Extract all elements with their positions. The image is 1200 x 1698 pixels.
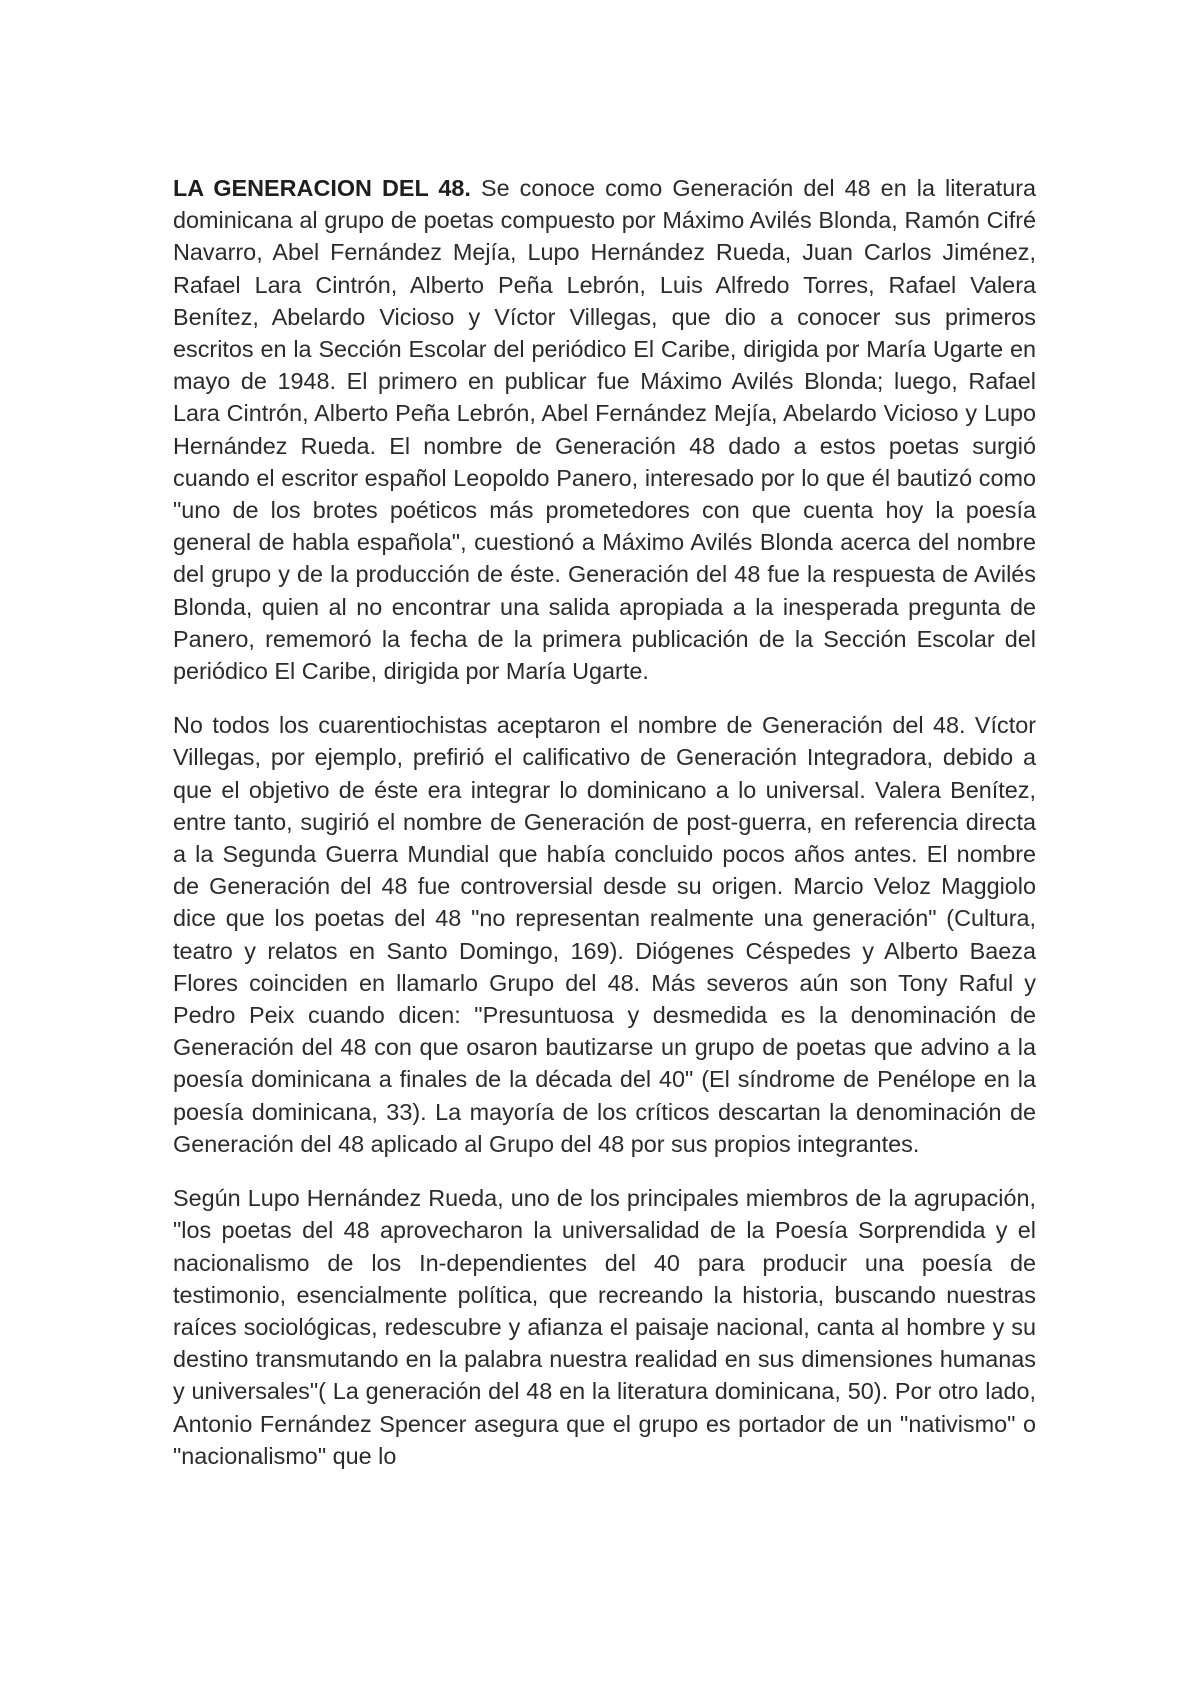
paragraph-2: No todos los cuarentiochistas aceptaron el nombre de Generación del 48. Víctor Villegas, por ejemplo, prefirió el calificativo de Generación Integradora, debido a que el objetivo de éste era integrar lo dominicano a lo universal. Valera Benítez, entre tanto, sugirió el nombre de Generación de post-guerra, en referencia directa a la Segunda Guerra Mundial que había concluido pocos años antes. El nombre de Generación del 48 fue controversial desde su origen. Marcio Veloz Maggiolo dice que los poetas del 48 "no representan realmente una generación" (Cultura, teatro y relatos en Santo Domingo, 169). Diógenes Céspedes y Alberto Baeza Flores coinciden en llamarlo Grupo del 48. Más severos aún son Tony Raful y Pedro Peix cuando dicen: "Presuntuosa y desmedida es la denominación de Generación del 48 con que osaron bautizarse un grupo de poetas que advino a la poesía dominicana a finales de la década del 40" (El síndrome de Penélope en la poesía dominicana, 33). La mayoría de los críticos descartan la denominación de Generación del 48 aplicado al Grupo del 48 por sus propios integrantes. <box>173 712 1036 1157</box>
paragraph-3: Según Lupo Hernández Rueda, uno de los principales miembros de la agrupación, "los poetas del 48 aprovecharon la universalidad de la Poesía Sorprendida y el nacionalismo de los In-dependientes del 40 para producir una poesía de testimonio, esencialmente política, que recreando la historia, buscando nuestras raíces sociológicas, redescubre y afianza el paisaje nacional, canta al hombre y su destino transmutando en la palabra nuestra realidad en sus dimensiones humanas y universales"( La generación del 48 en la literatura dominicana, 50). Por otro lado, Antonio Fernández Spencer asegura que el grupo es portador de un "nativismo" o "nacionalismo" que lo <box>173 1185 1036 1469</box>
section-heading: LA GENERACION DEL 48. <box>173 175 471 201</box>
document-body <box>173 172 1036 1494</box>
paragraph-1 <box>173 172 1036 687</box>
paragraph-1-text: Se conoce como Generación del 48 en la literatura dominicana al grupo de poetas compuesto por Máximo Avilés Blonda, Ramón Cifré Navarro, Abel Fernández Mejía, Lupo Hernández Rueda, Juan Carlos Jiménez, Rafael Lara Cintrón, Alberto Peña Lebrón, Luis Alfredo Torres, Rafael Valera Benítez, Abelardo Vicioso y Víctor Villegas, que dio a conocer sus primeros escritos en la Sección Escolar del periódico El Caribe, dirigida por María Ugarte en mayo de 1948. El primero en publicar fue Máximo Avilés Blonda; luego, Rafael Lara Cintrón, Alberto Peña Lebrón, Abel Fernández Mejía, Abelardo Vicioso y Lupo Hernández Rueda. El nombre de Generación 48 dado a estos poetas surgió cuando el escritor español Leopoldo Panero, interesado por lo que él bautizó como "uno de los brotes poéticos más prometedores con que cuenta hoy la poesía general de habla española", cuestionó a Máximo Avilés Blonda acerca del nombre del grupo y de la producción de éste. Generación del 48 fue la respuesta de Avilés Blonda, quien al no encontrar una salida apropiada a la inesperada pregunta de Panero, rememoró la fecha de la primera publicación de la Sección Escolar del periódico El Caribe, dirigida por María Ugarte. <box>173 175 1037 685</box>
